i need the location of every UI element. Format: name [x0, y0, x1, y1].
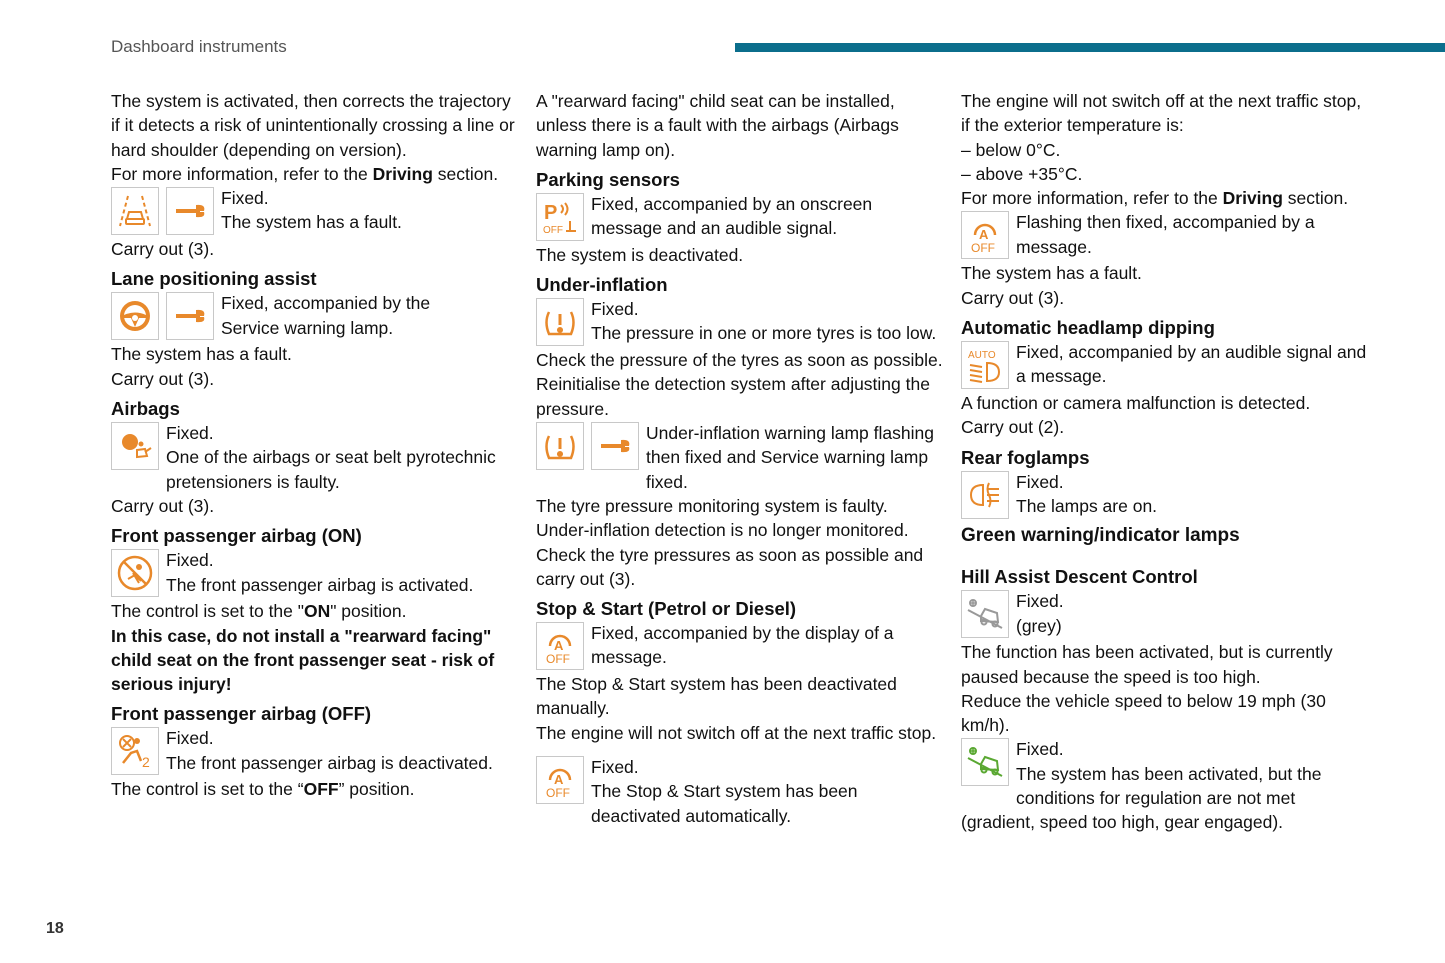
status-text: Under-inflation warning lamp flashing then fixed and Service warning lamp fixed. — [646, 423, 934, 492]
svg-text:A: A — [979, 227, 989, 243]
status-text: Fixed. — [1016, 739, 1064, 760]
passenger-airbag-on-icon — [111, 549, 159, 597]
status-text: Fixed. — [591, 757, 639, 778]
status-text: Fixed, accompanied by the display of a message. — [591, 623, 894, 668]
stop-start-off-icon — [536, 756, 584, 804]
status-text: The pressure in one or more tyres is too low. — [591, 323, 937, 344]
icon-group — [536, 756, 584, 804]
warning-text: In this case, do not install a "rearward facing" child seat on the front passenger seat - risk of serious injury! — [111, 625, 495, 695]
heading-under-inflation: Under-inflation — [536, 274, 668, 296]
paragraph: For more information, refer to the Driving section. — [961, 188, 1349, 209]
paragraph: The engine will not switch off at the next traffic stop. — [536, 722, 937, 743]
svg-text:P: P — [544, 201, 558, 224]
paragraph: The system is activated, then corrects the trajectory if it detects a risk of unintentionally crossing a line or hard shoulder (depending on version). — [111, 91, 515, 160]
carry-out-text: Carry out (3). — [111, 495, 215, 516]
status-text: Fixed. — [1016, 591, 1064, 612]
paragraph: The function has been activated, but is currently paused because the speed is too high. — [961, 642, 1333, 687]
svg-text:OFF: OFF — [546, 652, 570, 667]
auto-headlamp-icon — [961, 341, 1009, 389]
wrench-icon — [166, 187, 214, 235]
svg-text:A: A — [554, 772, 564, 788]
airbag-icon — [111, 422, 159, 470]
svg-text:OFF: OFF — [543, 224, 563, 236]
paragraph: The engine will not switch off at the next traffic stop, if the exterior temperature is: — [961, 91, 1362, 136]
wrench-icon — [591, 422, 639, 470]
wrench-icon — [166, 292, 214, 340]
stop-start-off-icon — [961, 211, 1009, 259]
svg-text:OFF: OFF — [971, 241, 995, 256]
status-text: Fixed, accompanied by an onscreen message and an audible signal. — [591, 193, 873, 239]
paragraph: Under-inflation detection is no longer monitored. — [536, 520, 909, 541]
status-text: The system is deactivated. — [536, 244, 744, 265]
tyre-pressure-icon — [536, 422, 584, 470]
status-text: The system has a fault. — [221, 212, 402, 233]
icon-group — [111, 187, 214, 235]
status-text: Fixed. — [166, 423, 214, 444]
paragraph: Check the tyre pressures as soon as possible and carry out (3). — [536, 544, 924, 589]
status-text: The front passenger airbag is activated. — [166, 574, 474, 595]
icon-group — [536, 622, 584, 670]
svg-text:OFF: OFF — [546, 786, 570, 801]
status-text: The system has a fault. — [111, 344, 292, 365]
status-text: Fixed. — [166, 550, 214, 571]
carry-out-text: Carry out (3). — [961, 287, 1065, 308]
status-text: The Stop & Start system has been deactivated automatically. — [591, 781, 858, 826]
status-text: One of the airbags or seat belt pyrotechnic pretensioners is faulty. — [166, 447, 496, 492]
paragraph: The Stop & Start system has been deactivated manually. — [536, 674, 897, 719]
header-accent-bar — [735, 43, 1445, 52]
icon-group — [536, 422, 639, 470]
status-text: Flashing then fixed, accompanied by a message. — [1016, 212, 1315, 257]
icon-group — [961, 471, 1009, 519]
steering-wheel-icon — [111, 292, 159, 340]
status-text: Fixed, accompanied by an audible signal and a message. — [1016, 342, 1367, 387]
status-text: (grey) — [1016, 615, 1062, 636]
status-text: The lamps are on. — [1016, 495, 1158, 516]
heading-front-passenger-off: Front passenger airbag (OFF) — [111, 703, 372, 725]
status-text: Service warning lamp. — [221, 317, 394, 338]
spacer — [961, 549, 1371, 559]
status-text: Fixed. — [166, 728, 214, 749]
list-item: – above +35°C. — [961, 163, 1083, 184]
column-2 — [536, 89, 946, 828]
icon-group — [111, 292, 214, 340]
parking-sensors-off-icon — [536, 193, 584, 241]
spacer — [536, 745, 946, 755]
paragraph: Check the pressure of the tyres as soon as possible. — [536, 350, 943, 371]
heading-airbags: Airbags — [111, 398, 180, 420]
icon-group — [111, 549, 159, 597]
carry-out-text: Carry out (2). — [961, 417, 1065, 438]
stop-start-off-icon — [536, 622, 584, 670]
icon-group — [536, 298, 584, 346]
heading-headlamp-dipping: Automatic headlamp dipping — [961, 317, 1215, 339]
status-text: Fixed. — [591, 299, 639, 320]
tyre-pressure-icon — [536, 298, 584, 346]
icon-group — [961, 738, 1009, 786]
svg-text:AUTO: AUTO — [968, 350, 996, 362]
column-1 — [111, 89, 521, 802]
paragraph: The control is set to the "ON" position. — [111, 601, 407, 622]
icon-group — [111, 727, 159, 775]
heading-rear-foglamps: Rear foglamps — [961, 446, 1090, 468]
carry-out-text: Carry out (3). — [111, 368, 215, 389]
carry-out-text: Carry out (3). — [111, 239, 215, 260]
paragraph: For more information, refer to the Driving section. — [111, 163, 499, 184]
rear-foglamp-icon — [961, 471, 1009, 519]
status-text: Fixed. — [221, 188, 269, 209]
icon-group — [961, 211, 1009, 259]
heading-parking-sensors: Parking sensors — [536, 168, 680, 190]
column-3 — [961, 89, 1371, 835]
paragraph: The tyre pressure monitoring system is faulty. — [536, 495, 888, 516]
icon-group — [961, 341, 1009, 389]
status-text: The front passenger airbag is deactivated. — [166, 752, 493, 773]
icon-group — [536, 193, 584, 241]
status-text: The system has a fault. — [961, 263, 1142, 284]
heading-lane-positioning: Lane positioning assist — [111, 268, 317, 290]
passenger-airbag-off-icon — [111, 727, 159, 775]
svg-text:2: 2 — [142, 754, 150, 771]
heading-stop-start: Stop & Start (Petrol or Diesel) — [536, 598, 797, 620]
heading-hill-assist: Hill Assist Descent Control — [961, 566, 1198, 588]
icon-group — [111, 422, 159, 470]
lane-departure-icon — [111, 187, 159, 235]
section-title: Dashboard instruments — [111, 37, 287, 56]
status-text: Fixed. — [1016, 471, 1064, 492]
hill-descent-green-icon — [961, 738, 1009, 786]
heading-front-passenger-on: Front passenger airbag (ON) — [111, 525, 362, 547]
paragraph: A "rearward facing" child seat can be installed, unless there is a fault with the airbags (Airbags warning lamp on). — [536, 91, 899, 160]
list-item: – below 0°C. — [961, 139, 1061, 160]
icon-group — [961, 590, 1009, 638]
paragraph: Reinitialise the detection system after adjusting the pressure. — [536, 374, 930, 419]
status-text: The system has been activated, but the conditions for regulation are not met (gradient, speed too high, gear engaged). — [961, 763, 1322, 833]
paragraph: Reduce the vehicle speed to below 19 mph (30 km/h). — [961, 690, 1326, 736]
svg-text:A: A — [554, 638, 564, 654]
heading-green-lamps: Green warning/indicator lamps — [961, 525, 1240, 547]
status-text: A function or camera malfunction is detected. — [961, 393, 1311, 414]
status-text: Fixed, accompanied by the — [221, 293, 431, 314]
hill-descent-grey-icon — [961, 590, 1009, 638]
paragraph: The control is set to the “OFF” position. — [111, 779, 415, 800]
page-number: 18 — [46, 920, 64, 937]
